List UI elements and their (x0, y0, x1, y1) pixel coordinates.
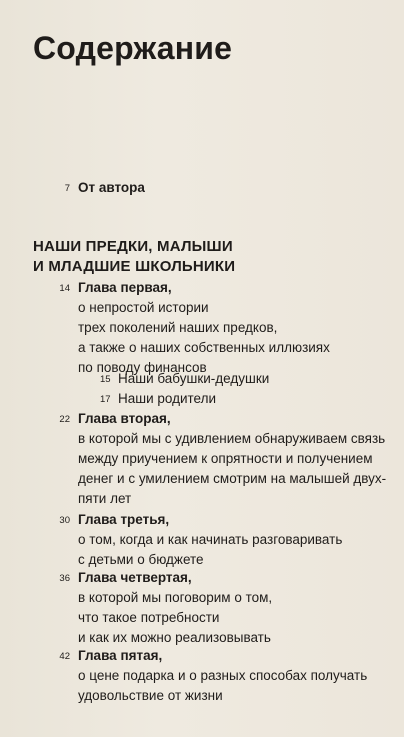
chapter-title: Глава первая, (78, 280, 172, 295)
chapter-description-line: удовольствие от жизни (78, 688, 223, 703)
section-heading-line: НАШИ ПРЕДКИ, МАЛЫШИ (33, 238, 233, 255)
chapter-description-line: трех поколений наших предков, (78, 320, 278, 335)
chapter-title: Глава вторая, (78, 411, 171, 426)
page-number: 22 (59, 414, 70, 425)
chapter-description-line: что такое потребности (78, 610, 220, 625)
page-number: 42 (59, 651, 70, 662)
chapter-description-line: о цене подарка и о разных способах получать (78, 668, 368, 683)
page-number: 15 (100, 374, 111, 385)
chapter-description-line: о непростой истории (78, 300, 209, 315)
chapter-description-line: денег и с умилением смотрим на малышей двух- (78, 471, 387, 486)
chapter-description-line: и как их можно реализовывать (78, 630, 271, 645)
chapter-description-line: в которой мы поговорим о том, (78, 590, 273, 605)
entry-title: От автора (78, 180, 145, 195)
subsection-title: Наши родители (118, 391, 217, 406)
page-number: 36 (59, 573, 70, 584)
chapter-description-line: в которой мы с удивлением обнаруживаем связь (78, 431, 386, 446)
chapter-title: Глава пятая, (78, 648, 163, 663)
chapter-title: Глава четвертая, (78, 570, 192, 585)
chapter-description-line: между приучением к опрятности и получением (78, 451, 373, 466)
bleed-through-text (300, 40, 400, 196)
page-number: 30 (59, 515, 70, 526)
chapter-description-line: а также о наших собственных иллюзиях (78, 340, 330, 355)
section-heading-line: И МЛАДШИЕ ШКОЛЬНИКИ (33, 258, 236, 275)
page-number: 7 (64, 183, 70, 194)
page-number: 14 (59, 283, 70, 294)
subsection-title: Наши бабушки-дедушки (118, 371, 270, 386)
chapter-title: Глава третья, (78, 512, 170, 527)
section-heading (33, 237, 235, 277)
page-number: 17 (100, 394, 111, 405)
chapter-description-line: с детьми о бюджете (78, 552, 204, 567)
chapter-description-line: пяти лет (78, 491, 132, 506)
chapter-description-line: о том, когда и как начинать разговаривать (78, 532, 343, 547)
chapter-description-line: по поводу финансов (78, 360, 207, 375)
page-title: Содержание (33, 30, 233, 66)
